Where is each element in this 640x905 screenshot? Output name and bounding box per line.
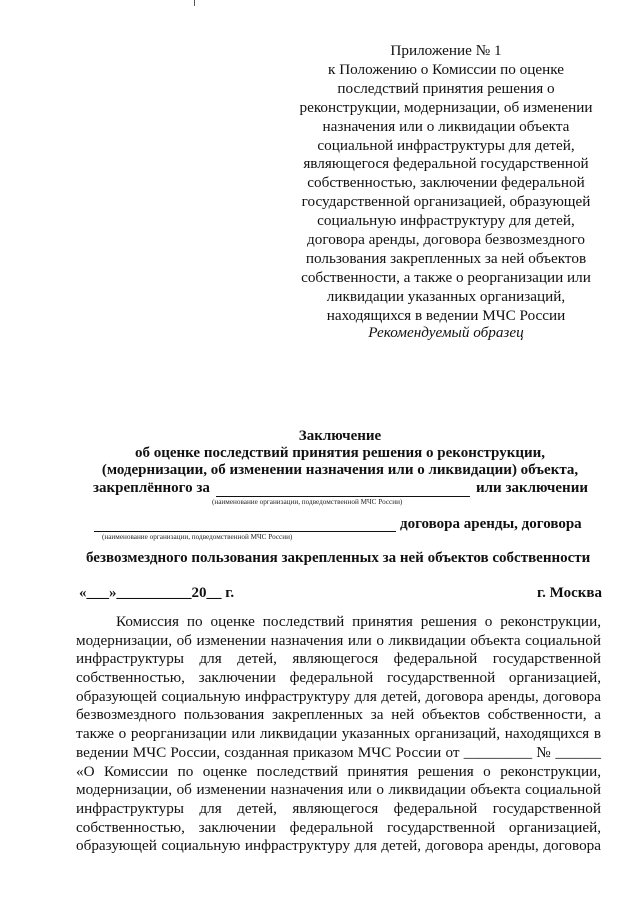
body-line: инфраструктуры для детей, являющегося федеральной государственной [76, 650, 601, 668]
appendix-line: находящихся в ведении МЧС России [326, 306, 566, 324]
body-line: безвозмездного пользования закрепленных за ней объектов собственности, а [76, 706, 601, 724]
conclusion-subtitle-line: об оценке последствий принятия решения о реконструкции, [134, 445, 546, 461]
organization-name-blank [94, 531, 396, 532]
body-line: образующей социальную инфраструктуру для детей, договора аренды, договора [76, 837, 601, 855]
appendix-line: реконструкции, модернизации, об изменении [299, 98, 593, 116]
body-line: ведении МЧС России, созданная приказом МЧС России от _________ № ______ [76, 743, 601, 761]
organization-name-blank [216, 496, 470, 497]
appendix-header [290, 42, 602, 326]
body-line: также о реорганизации или ликвидации указанных организаций, находящихся в [76, 725, 601, 743]
appendix-line: социальной инфраструктуры для детей, [317, 136, 575, 154]
conclusion-free-use-line: безвозмездного пользования закрепленных за ней объектов собственности [86, 550, 591, 566]
body-line: собственностью, заключении федеральной государственной организацией, [76, 669, 601, 687]
appendix-line: государственной организацией, образующей [301, 193, 591, 211]
body-line: модернизации, об изменении назначения или о ликвидации объекта социальной [76, 781, 601, 799]
appendix-line: пользования закрепленных за ней объектов [305, 249, 587, 267]
appendix-line: последствий принятия решения о [337, 79, 555, 97]
body-line: собственностью, заключении федеральной государственной организацией, [76, 818, 601, 836]
appendix-line: Приложение № 1 [390, 42, 502, 59]
conclusion-title: Заключение [298, 428, 382, 444]
body-line: образующей социальную инфраструктуру для детей, договора аренды, договора [76, 687, 601, 705]
conclusion-assigned-to-label: закреплённого за [93, 480, 210, 496]
document-city: г. Москва [537, 585, 602, 601]
organization-caption: (наименование организации, подведомственной МЧС России) [102, 533, 293, 541]
body-line: Комиссия по оценке последствий принятия решения о реконструкции, [116, 613, 601, 630]
appendix-line: ликвидации указанных организаций, [326, 287, 566, 305]
body-line: модернизации, об изменении назначения или о ликвидации объекта социальной [76, 631, 601, 649]
scan-mark [194, 0, 195, 6]
appendix-line: социальную инфраструктуру для детей, [317, 212, 575, 230]
conclusion-subtitle-line: (модернизации, об изменении назначения или о ликвидации) объекта, [101, 462, 579, 478]
appendix-line: являющегося федеральной государственной [303, 155, 589, 173]
conclusion-or-conclusion-label: или заключении [476, 480, 588, 496]
document-date: «___»__________20__ г. [79, 585, 235, 601]
organization-caption: (наименование организации, подведомственной МЧС России) [212, 498, 403, 506]
body-paragraph [76, 613, 601, 856]
recommended-sample-label: Рекомендуемый образец [368, 324, 524, 341]
appendix-line: к Положению о Комиссии по оценке [328, 60, 564, 78]
appendix-line: договора аренды, договора безвозмездного [307, 231, 585, 249]
appendix-line: собственностью, заключении федеральной [307, 174, 585, 192]
conclusion-lease-label: договора аренды, договора [400, 516, 582, 532]
appendix-line: назначения или о ликвидации объекта [322, 117, 570, 135]
appendix-line: собственности, а также о реорганизации или [301, 268, 591, 286]
body-line: «О Комиссии по оценке последствий принятия решения о реконструкции, [76, 762, 601, 780]
body-line: инфраструктуры для детей, являющегося федеральной государственной [76, 799, 601, 817]
